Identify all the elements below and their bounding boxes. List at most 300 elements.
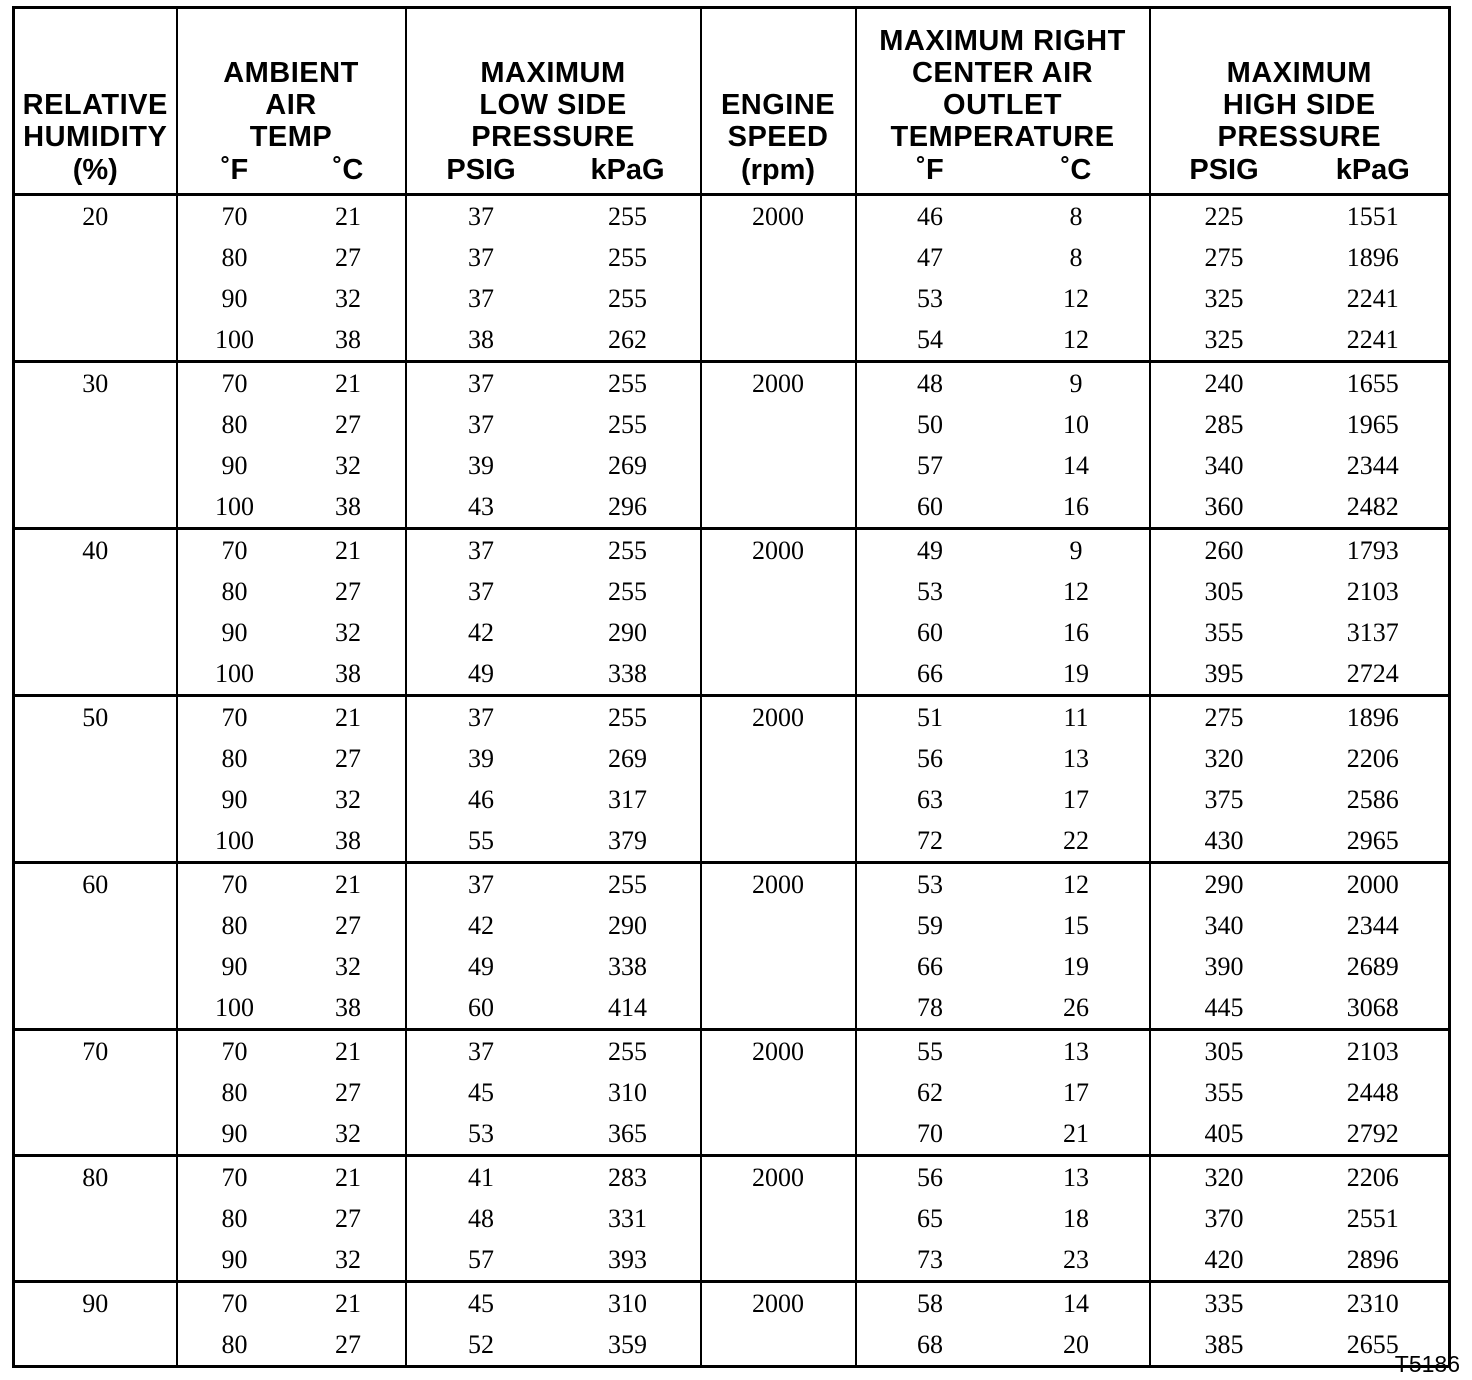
header-max-high-side-pressure: MAXIMUM HIGH SIDE PRESSURE xyxy=(1150,8,1450,154)
cell-outlet-f: 48 xyxy=(856,362,1004,405)
cell-outlet-c: 21 xyxy=(1004,1113,1150,1156)
cell-relative-humidity: 50 xyxy=(14,696,177,739)
cell-relative-humidity xyxy=(14,486,177,529)
cell-high-kpag: 2482 xyxy=(1298,486,1450,529)
cell-ambient-c: 27 xyxy=(292,1324,406,1367)
cell-ambient-c: 32 xyxy=(292,612,406,653)
cell-outlet-c: 16 xyxy=(1004,486,1150,529)
cell-low-kpag: 255 xyxy=(556,237,701,278)
cell-low-psig: 37 xyxy=(406,571,556,612)
cell-low-kpag: 338 xyxy=(556,653,701,696)
cell-low-kpag: 365 xyxy=(556,1113,701,1156)
cell-ambient-c: 27 xyxy=(292,905,406,946)
cell-relative-humidity xyxy=(14,653,177,696)
cell-outlet-c: 13 xyxy=(1004,1030,1150,1073)
cell-outlet-c: 13 xyxy=(1004,1156,1150,1199)
cell-low-psig: 43 xyxy=(406,486,556,529)
table-row xyxy=(14,696,1450,739)
cell-ambient-c: 32 xyxy=(292,1113,406,1156)
cell-low-psig: 37 xyxy=(406,863,556,906)
cell-high-psig: 395 xyxy=(1150,653,1298,696)
table-row xyxy=(14,445,1450,486)
cell-high-kpag: 3068 xyxy=(1298,987,1450,1030)
cell-ambient-f: 70 xyxy=(177,696,292,739)
performance-table xyxy=(12,6,1451,1368)
cell-outlet-f: 78 xyxy=(856,987,1004,1030)
cell-high-psig: 260 xyxy=(1150,529,1298,572)
cell-engine-speed xyxy=(701,445,856,486)
table-row xyxy=(14,486,1450,529)
cell-ambient-f: 70 xyxy=(177,529,292,572)
cell-ambient-f: 80 xyxy=(177,1198,292,1239)
cell-ambient-f: 90 xyxy=(177,1239,292,1282)
figure-id: T5186 xyxy=(1394,1351,1460,1377)
cell-high-psig: 335 xyxy=(1150,1282,1298,1325)
cell-relative-humidity xyxy=(14,319,177,362)
cell-relative-humidity xyxy=(14,946,177,987)
cell-high-kpag: 1655 xyxy=(1298,362,1450,405)
cell-high-kpag: 1896 xyxy=(1298,237,1450,278)
table-row xyxy=(14,195,1450,238)
cell-ambient-c: 32 xyxy=(292,278,406,319)
cell-engine-speed xyxy=(701,612,856,653)
cell-outlet-f: 72 xyxy=(856,820,1004,863)
table-row xyxy=(14,278,1450,319)
cell-ambient-f: 100 xyxy=(177,653,292,696)
cell-low-kpag: 290 xyxy=(556,905,701,946)
cell-low-psig: 53 xyxy=(406,1113,556,1156)
cell-ambient-f: 80 xyxy=(177,1324,292,1367)
cell-ambient-f: 80 xyxy=(177,571,292,612)
cell-engine-speed: 2000 xyxy=(701,362,856,405)
cell-high-kpag: 2551 xyxy=(1298,1198,1450,1239)
cell-high-psig: 340 xyxy=(1150,445,1298,486)
cell-outlet-f: 56 xyxy=(856,1156,1004,1199)
cell-engine-speed xyxy=(701,779,856,820)
cell-relative-humidity: 60 xyxy=(14,863,177,906)
cell-ambient-c: 32 xyxy=(292,946,406,987)
cell-low-kpag: 255 xyxy=(556,863,701,906)
cell-low-kpag: 296 xyxy=(556,486,701,529)
cell-outlet-c: 9 xyxy=(1004,362,1150,405)
cell-low-psig: 37 xyxy=(406,529,556,572)
cell-high-psig: 355 xyxy=(1150,1072,1298,1113)
cell-high-psig: 240 xyxy=(1150,362,1298,405)
cell-engine-speed xyxy=(701,946,856,987)
cell-ambient-f: 100 xyxy=(177,486,292,529)
header-engine-speed: ENGINE SPEED xyxy=(701,8,856,154)
cell-relative-humidity: 70 xyxy=(14,1030,177,1073)
cell-high-kpag: 1551 xyxy=(1298,195,1450,238)
cell-relative-humidity xyxy=(14,404,177,445)
cell-ambient-c: 21 xyxy=(292,195,406,238)
cell-engine-speed xyxy=(701,319,856,362)
cell-low-kpag: 414 xyxy=(556,987,701,1030)
cell-low-kpag: 317 xyxy=(556,779,701,820)
cell-low-psig: 42 xyxy=(406,905,556,946)
cell-outlet-c: 8 xyxy=(1004,237,1150,278)
cell-ambient-c: 21 xyxy=(292,362,406,405)
unit-low-kpag: kPaG xyxy=(556,153,701,195)
cell-relative-humidity xyxy=(14,278,177,319)
cell-outlet-c: 8 xyxy=(1004,195,1150,238)
cell-ambient-c: 21 xyxy=(292,696,406,739)
cell-low-kpag: 255 xyxy=(556,404,701,445)
cell-ambient-c: 38 xyxy=(292,820,406,863)
cell-relative-humidity xyxy=(14,1239,177,1282)
table-row xyxy=(14,319,1450,362)
cell-relative-humidity xyxy=(14,1198,177,1239)
cell-engine-speed xyxy=(701,820,856,863)
cell-engine-speed xyxy=(701,404,856,445)
table-row xyxy=(14,1198,1450,1239)
cell-high-psig: 320 xyxy=(1150,1156,1298,1199)
cell-relative-humidity xyxy=(14,571,177,612)
table-row xyxy=(14,529,1450,572)
cell-outlet-f: 63 xyxy=(856,779,1004,820)
header-max-low-side-pressure: MAXIMUM LOW SIDE PRESSURE xyxy=(406,8,701,154)
cell-ambient-f: 90 xyxy=(177,278,292,319)
cell-relative-humidity: 90 xyxy=(14,1282,177,1325)
cell-low-kpag: 393 xyxy=(556,1239,701,1282)
cell-high-kpag: 2310 xyxy=(1298,1282,1450,1325)
cell-outlet-c: 19 xyxy=(1004,946,1150,987)
cell-high-psig: 325 xyxy=(1150,278,1298,319)
cell-ambient-c: 27 xyxy=(292,1198,406,1239)
table-row xyxy=(14,987,1450,1030)
table-row xyxy=(14,1239,1450,1282)
table-row xyxy=(14,1113,1450,1156)
cell-outlet-c: 17 xyxy=(1004,779,1150,820)
unit-relative-humidity: (%) xyxy=(14,153,177,195)
cell-outlet-f: 55 xyxy=(856,1030,1004,1073)
cell-ambient-f: 100 xyxy=(177,987,292,1030)
cell-high-psig: 340 xyxy=(1150,905,1298,946)
unit-high-kpag: kPaG xyxy=(1298,153,1450,195)
cell-low-kpag: 283 xyxy=(556,1156,701,1199)
cell-relative-humidity xyxy=(14,905,177,946)
unit-ambient-c: ˚C xyxy=(292,153,406,195)
cell-ambient-f: 80 xyxy=(177,1072,292,1113)
cell-high-psig: 320 xyxy=(1150,738,1298,779)
cell-low-psig: 37 xyxy=(406,362,556,405)
cell-engine-speed xyxy=(701,571,856,612)
cell-low-psig: 49 xyxy=(406,946,556,987)
cell-outlet-f: 68 xyxy=(856,1324,1004,1367)
cell-ambient-c: 27 xyxy=(292,738,406,779)
cell-outlet-c: 26 xyxy=(1004,987,1150,1030)
cell-outlet-c: 19 xyxy=(1004,653,1150,696)
table-row xyxy=(14,946,1450,987)
unit-engine-speed: (rpm) xyxy=(701,153,856,195)
cell-high-kpag: 2206 xyxy=(1298,1156,1450,1199)
cell-high-psig: 290 xyxy=(1150,863,1298,906)
unit-low-psig: PSIG xyxy=(406,153,556,195)
cell-engine-speed: 2000 xyxy=(701,1282,856,1325)
cell-low-kpag: 338 xyxy=(556,946,701,987)
cell-low-kpag: 269 xyxy=(556,445,701,486)
table-row xyxy=(14,404,1450,445)
cell-low-psig: 37 xyxy=(406,1030,556,1073)
cell-low-kpag: 310 xyxy=(556,1072,701,1113)
cell-outlet-c: 15 xyxy=(1004,905,1150,946)
cell-low-kpag: 379 xyxy=(556,820,701,863)
cell-high-kpag: 2241 xyxy=(1298,278,1450,319)
cell-high-kpag: 2792 xyxy=(1298,1113,1450,1156)
cell-outlet-c: 20 xyxy=(1004,1324,1150,1367)
cell-high-kpag: 2448 xyxy=(1298,1072,1450,1113)
cell-ambient-f: 80 xyxy=(177,738,292,779)
cell-outlet-f: 53 xyxy=(856,571,1004,612)
cell-outlet-f: 66 xyxy=(856,653,1004,696)
cell-ambient-c: 21 xyxy=(292,863,406,906)
cell-ambient-c: 38 xyxy=(292,653,406,696)
cell-low-kpag: 269 xyxy=(556,738,701,779)
unit-outlet-c: ˚C xyxy=(1004,153,1150,195)
header-relative-humidity: RELATIVE HUMIDITY xyxy=(14,8,177,154)
cell-engine-speed: 2000 xyxy=(701,1030,856,1073)
cell-ambient-c: 27 xyxy=(292,571,406,612)
table-row xyxy=(14,905,1450,946)
cell-high-kpag: 3137 xyxy=(1298,612,1450,653)
cell-low-psig: 37 xyxy=(406,404,556,445)
cell-low-kpag: 262 xyxy=(556,319,701,362)
cell-engine-speed xyxy=(701,237,856,278)
cell-high-kpag: 1896 xyxy=(1298,696,1450,739)
unit-ambient-f: ˚F xyxy=(177,153,292,195)
cell-engine-speed xyxy=(701,1198,856,1239)
cell-low-kpag: 359 xyxy=(556,1324,701,1367)
table-row xyxy=(14,738,1450,779)
cell-high-psig: 225 xyxy=(1150,195,1298,238)
cell-low-psig: 37 xyxy=(406,278,556,319)
cell-relative-humidity: 30 xyxy=(14,362,177,405)
cell-high-psig: 390 xyxy=(1150,946,1298,987)
cell-outlet-f: 60 xyxy=(856,486,1004,529)
cell-outlet-f: 56 xyxy=(856,738,1004,779)
cell-outlet-f: 49 xyxy=(856,529,1004,572)
cell-engine-speed xyxy=(701,1239,856,1282)
cell-ambient-f: 90 xyxy=(177,946,292,987)
cell-ambient-f: 70 xyxy=(177,362,292,405)
cell-outlet-c: 12 xyxy=(1004,571,1150,612)
cell-low-psig: 39 xyxy=(406,445,556,486)
cell-low-kpag: 255 xyxy=(556,278,701,319)
cell-high-kpag: 1793 xyxy=(1298,529,1450,572)
cell-outlet-f: 54 xyxy=(856,319,1004,362)
cell-ambient-c: 32 xyxy=(292,779,406,820)
cell-high-psig: 445 xyxy=(1150,987,1298,1030)
cell-engine-speed xyxy=(701,987,856,1030)
cell-low-kpag: 290 xyxy=(556,612,701,653)
cell-outlet-c: 12 xyxy=(1004,319,1150,362)
cell-high-psig: 430 xyxy=(1150,820,1298,863)
cell-high-psig: 275 xyxy=(1150,696,1298,739)
cell-ambient-f: 100 xyxy=(177,820,292,863)
cell-engine-speed: 2000 xyxy=(701,195,856,238)
cell-high-psig: 375 xyxy=(1150,779,1298,820)
table-row xyxy=(14,1156,1450,1199)
cell-ambient-f: 70 xyxy=(177,1030,292,1073)
cell-ambient-f: 70 xyxy=(177,195,292,238)
cell-ambient-f: 80 xyxy=(177,237,292,278)
cell-high-kpag: 2241 xyxy=(1298,319,1450,362)
cell-outlet-c: 16 xyxy=(1004,612,1150,653)
cell-high-kpag: 2103 xyxy=(1298,571,1450,612)
cell-low-psig: 37 xyxy=(406,195,556,238)
cell-outlet-f: 62 xyxy=(856,1072,1004,1113)
cell-low-psig: 49 xyxy=(406,653,556,696)
cell-ambient-c: 21 xyxy=(292,529,406,572)
cell-outlet-c: 12 xyxy=(1004,278,1150,319)
table-row xyxy=(14,1072,1450,1113)
cell-high-psig: 405 xyxy=(1150,1113,1298,1156)
cell-low-psig: 45 xyxy=(406,1072,556,1113)
cell-outlet-c: 9 xyxy=(1004,529,1150,572)
cell-high-kpag: 2000 xyxy=(1298,863,1450,906)
cell-high-psig: 360 xyxy=(1150,486,1298,529)
cell-low-kpag: 255 xyxy=(556,571,701,612)
cell-high-kpag: 2586 xyxy=(1298,779,1450,820)
cell-relative-humidity xyxy=(14,779,177,820)
cell-ambient-c: 27 xyxy=(292,237,406,278)
table-row xyxy=(14,237,1450,278)
table-row xyxy=(14,820,1450,863)
cell-low-psig: 48 xyxy=(406,1198,556,1239)
table-body xyxy=(14,195,1450,1367)
cell-ambient-f: 80 xyxy=(177,404,292,445)
cell-outlet-f: 53 xyxy=(856,863,1004,906)
cell-outlet-c: 12 xyxy=(1004,863,1150,906)
unit-outlet-f: ˚F xyxy=(856,153,1004,195)
cell-low-psig: 55 xyxy=(406,820,556,863)
cell-relative-humidity xyxy=(14,820,177,863)
cell-ambient-f: 90 xyxy=(177,612,292,653)
cell-outlet-f: 46 xyxy=(856,195,1004,238)
cell-relative-humidity xyxy=(14,987,177,1030)
table-row xyxy=(14,612,1450,653)
cell-outlet-f: 51 xyxy=(856,696,1004,739)
cell-ambient-c: 21 xyxy=(292,1282,406,1325)
cell-relative-humidity: 80 xyxy=(14,1156,177,1199)
cell-outlet-c: 13 xyxy=(1004,738,1150,779)
cell-outlet-f: 59 xyxy=(856,905,1004,946)
cell-ambient-c: 38 xyxy=(292,486,406,529)
cell-high-kpag: 2965 xyxy=(1298,820,1450,863)
cell-low-kpag: 255 xyxy=(556,1030,701,1073)
cell-high-kpag: 2206 xyxy=(1298,738,1450,779)
cell-relative-humidity xyxy=(14,738,177,779)
cell-ambient-f: 90 xyxy=(177,445,292,486)
cell-outlet-c: 17 xyxy=(1004,1072,1150,1113)
cell-high-psig: 305 xyxy=(1150,1030,1298,1073)
cell-high-psig: 305 xyxy=(1150,571,1298,612)
header-ambient-air-temp: AMBIENT AIR TEMP xyxy=(177,8,406,154)
table-row xyxy=(14,779,1450,820)
cell-low-kpag: 255 xyxy=(556,195,701,238)
cell-low-psig: 37 xyxy=(406,237,556,278)
cell-outlet-f: 66 xyxy=(856,946,1004,987)
cell-outlet-c: 14 xyxy=(1004,1282,1150,1325)
cell-ambient-c: 38 xyxy=(292,319,406,362)
cell-low-psig: 41 xyxy=(406,1156,556,1199)
cell-high-kpag: 2344 xyxy=(1298,445,1450,486)
cell-outlet-f: 73 xyxy=(856,1239,1004,1282)
cell-ambient-c: 21 xyxy=(292,1030,406,1073)
cell-outlet-f: 50 xyxy=(856,404,1004,445)
cell-relative-humidity: 20 xyxy=(14,195,177,238)
cell-low-psig: 42 xyxy=(406,612,556,653)
cell-ambient-f: 70 xyxy=(177,1156,292,1199)
cell-high-kpag: 2103 xyxy=(1298,1030,1450,1073)
cell-outlet-c: 10 xyxy=(1004,404,1150,445)
cell-outlet-f: 57 xyxy=(856,445,1004,486)
cell-outlet-f: 47 xyxy=(856,237,1004,278)
unit-high-psig: PSIG xyxy=(1150,153,1298,195)
cell-outlet-c: 23 xyxy=(1004,1239,1150,1282)
cell-high-psig: 325 xyxy=(1150,319,1298,362)
table-row xyxy=(14,362,1450,405)
table-row xyxy=(14,1324,1450,1367)
cell-high-psig: 420 xyxy=(1150,1239,1298,1282)
cell-low-kpag: 255 xyxy=(556,696,701,739)
cell-ambient-f: 80 xyxy=(177,905,292,946)
cell-high-psig: 385 xyxy=(1150,1324,1298,1367)
table-row xyxy=(14,653,1450,696)
cell-relative-humidity xyxy=(14,237,177,278)
cell-relative-humidity xyxy=(14,445,177,486)
cell-outlet-c: 14 xyxy=(1004,445,1150,486)
cell-low-kpag: 331 xyxy=(556,1198,701,1239)
cell-high-psig: 275 xyxy=(1150,237,1298,278)
cell-high-kpag: 2896 xyxy=(1298,1239,1450,1282)
cell-ambient-f: 100 xyxy=(177,319,292,362)
table-row xyxy=(14,571,1450,612)
cell-low-kpag: 310 xyxy=(556,1282,701,1325)
cell-high-kpag: 1965 xyxy=(1298,404,1450,445)
cell-low-psig: 52 xyxy=(406,1324,556,1367)
cell-engine-speed: 2000 xyxy=(701,1156,856,1199)
cell-low-psig: 57 xyxy=(406,1239,556,1282)
cell-relative-humidity xyxy=(14,1072,177,1113)
cell-ambient-c: 27 xyxy=(292,404,406,445)
cell-high-psig: 355 xyxy=(1150,612,1298,653)
cell-engine-speed xyxy=(701,1324,856,1367)
cell-outlet-f: 60 xyxy=(856,612,1004,653)
cell-engine-speed xyxy=(701,486,856,529)
cell-ambient-c: 32 xyxy=(292,1239,406,1282)
cell-ambient-c: 38 xyxy=(292,987,406,1030)
cell-engine-speed xyxy=(701,905,856,946)
cell-low-psig: 37 xyxy=(406,696,556,739)
cell-outlet-f: 53 xyxy=(856,278,1004,319)
cell-low-kpag: 255 xyxy=(556,362,701,405)
table-row xyxy=(14,1282,1450,1325)
cell-ambient-c: 21 xyxy=(292,1156,406,1199)
cell-high-kpag: 2724 xyxy=(1298,653,1450,696)
table-row xyxy=(14,863,1450,906)
cell-outlet-c: 22 xyxy=(1004,820,1150,863)
cell-engine-speed: 2000 xyxy=(701,529,856,572)
cell-low-psig: 39 xyxy=(406,738,556,779)
cell-ambient-f: 70 xyxy=(177,863,292,906)
cell-ambient-f: 90 xyxy=(177,1113,292,1156)
cell-relative-humidity: 40 xyxy=(14,529,177,572)
cell-low-psig: 38 xyxy=(406,319,556,362)
cell-outlet-c: 18 xyxy=(1004,1198,1150,1239)
cell-outlet-f: 70 xyxy=(856,1113,1004,1156)
cell-engine-speed xyxy=(701,1113,856,1156)
